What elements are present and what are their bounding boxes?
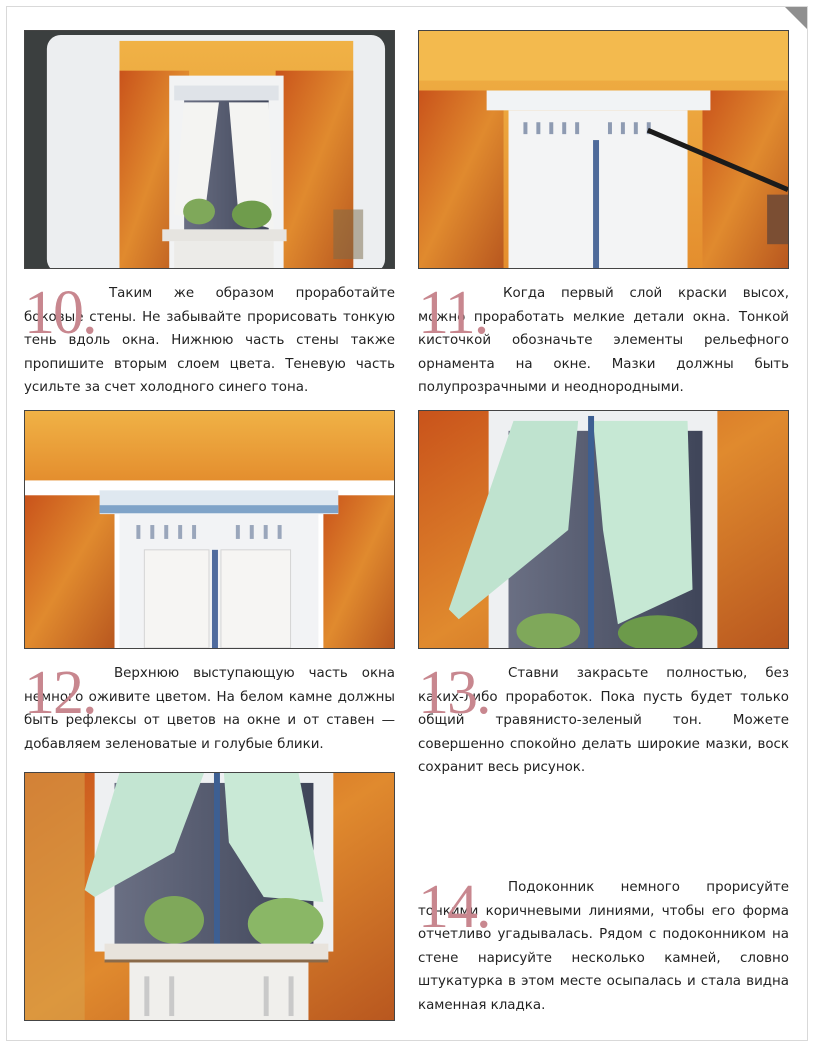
step-number: 14. xyxy=(418,873,490,941)
photo-step-12 xyxy=(24,410,395,649)
step-text: Верхнюю выступающую часть окна немного оживите цветом. На белом камне должны быть рефлексы от цветов на окне и от ставен — добавляем зеленоватые и голубые блики. xyxy=(24,666,395,752)
step-14 xyxy=(418,873,789,1018)
step-number: 10. xyxy=(24,279,96,347)
step-text: Подоконник немного прорисуйте тонкими коричневыми линиями, чтобы его форма отчетливо угадывалась. Рядом с подоконником на стене нарисуйте несколько камней, словно штукатурка в этом месте осыпалась и стала видна каменная кладка. xyxy=(418,880,789,1013)
step-text: Когда первый слой краски высох, можно проработать мелкие детали окна. Тонкой кисточкой обозначьте элементы рельефного орнамента на окне. Мазки должны быть полупрозрачными и неоднородными. xyxy=(418,286,789,396)
photo-step-11 xyxy=(418,30,789,269)
photo-step-10 xyxy=(24,30,395,269)
step-12 xyxy=(24,659,395,756)
step-text: Ставни закрасьте полностью, без каких-либо проработок. Пока пусть будет только общий травянисто-зеленый тон. Можете совершенно спокойно делать широкие мазки, воск сохранит весь рисунок. xyxy=(418,666,789,776)
step-10 xyxy=(24,279,395,400)
photo-step-14 xyxy=(24,772,395,1021)
step-number: 12. xyxy=(24,659,96,727)
step-text: Таким же образом проработайте боковые стены. Не забывайте прорисовать тонкую тень вдоль окна. Нижнюю часть стены также пропишите вторым слоем цвета. Теневую часть усильте за счет холодного синего тона. xyxy=(24,286,395,396)
step-number: 13. xyxy=(418,659,490,727)
page-corner-fold xyxy=(785,7,807,29)
step-13 xyxy=(418,659,789,780)
step-number: 11. xyxy=(418,279,488,347)
photo-step-13 xyxy=(418,410,789,649)
step-11 xyxy=(418,279,789,400)
